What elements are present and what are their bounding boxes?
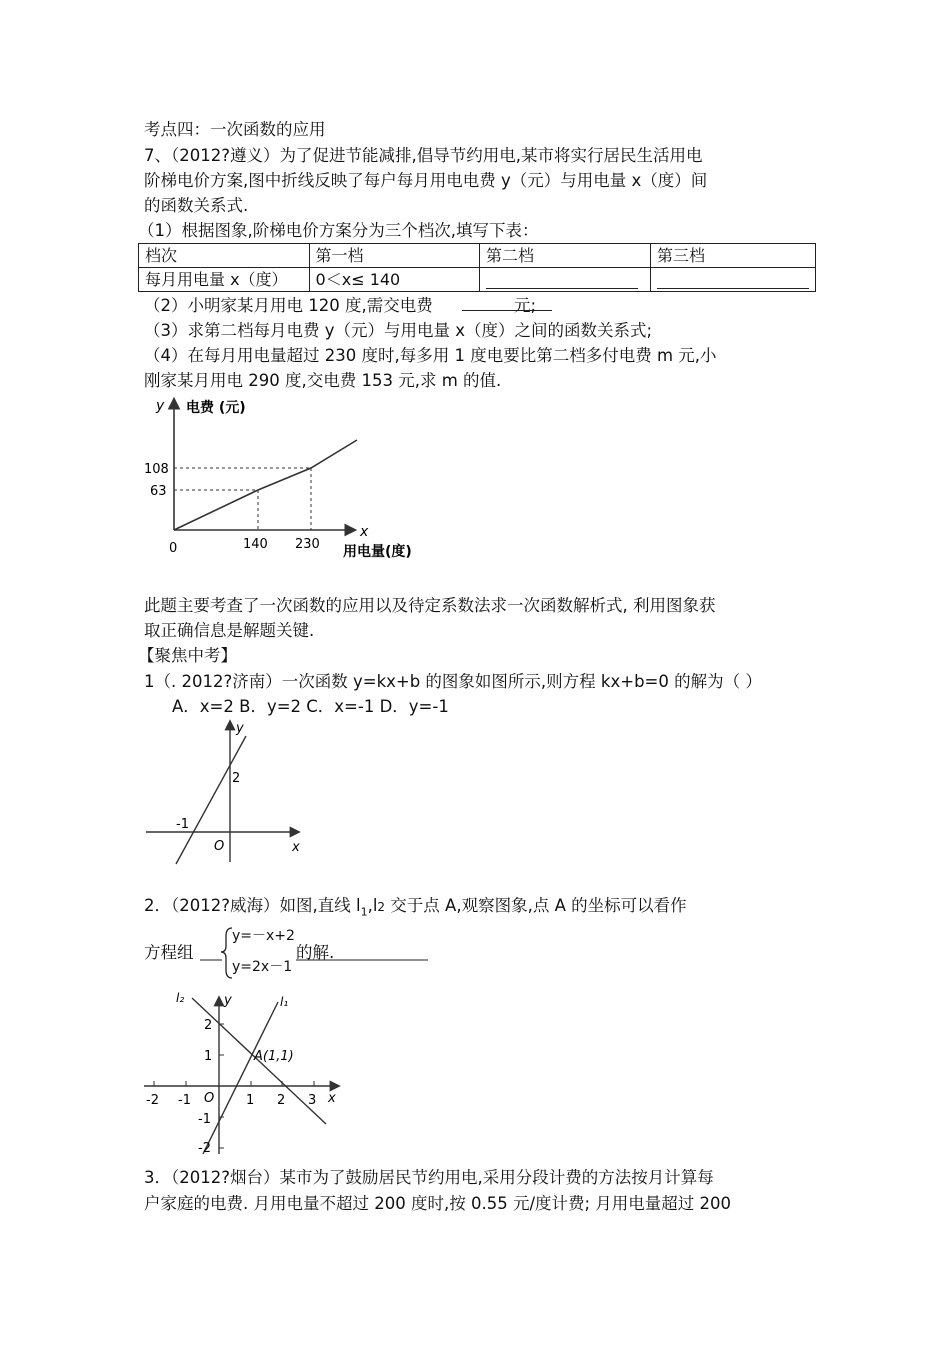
- table-header-cell: 档次: [139, 244, 310, 268]
- q7-part2: [144, 296, 536, 316]
- table-row: [139, 268, 816, 292]
- y-tick-label: 1: [204, 1049, 213, 1064]
- x-intercept-label: -1: [176, 817, 189, 832]
- table-row-label: 每月用电量 x（度）: [139, 268, 310, 292]
- function-line: [176, 736, 246, 864]
- q2-line1: [144, 896, 687, 922]
- q7-line3: 的函数关系式.: [144, 196, 249, 215]
- q3-line1: 3．（2012?烟台）某市为了鼓励居民节约用电,采用分段计费的方法按月计算每: [144, 1168, 714, 1187]
- x-tick-label: 140: [243, 537, 268, 552]
- x-tick-label: 1: [246, 1093, 255, 1108]
- x-axis-label: x: [360, 524, 369, 540]
- summary-line2: 取正确信息是解题关键.: [144, 621, 315, 640]
- q7-part4-line2: 刚家某月用电 290 度,交电费 153 元,求 m 的值.: [144, 371, 502, 390]
- y-tick-label: 63: [150, 484, 167, 499]
- table-cell-first: 0＜x≤ 140: [309, 268, 479, 292]
- l1-label: l₁: [280, 995, 289, 1009]
- table-cell-third[interactable]: [651, 268, 816, 292]
- table-header-row: [139, 244, 816, 268]
- subscript: 2: [377, 900, 386, 914]
- x-tick-label: -1: [178, 1093, 191, 1108]
- y-tick-label: 108: [144, 462, 169, 477]
- grade-table: [138, 243, 816, 292]
- y-intercept-label: 2: [232, 771, 241, 786]
- origin-label: 0: [169, 541, 178, 556]
- x-axis-title: 用电量(度): [343, 544, 412, 560]
- table-cell-second[interactable]: [480, 268, 651, 292]
- y-tick-label: -1: [198, 1112, 211, 1127]
- y-axis-label: y: [236, 721, 244, 736]
- table-header-cell: 第二档: [480, 244, 651, 268]
- q2-text: ,l: [367, 896, 378, 915]
- line-l1: [203, 1002, 278, 1154]
- answer-blank[interactable]: [486, 272, 638, 289]
- answer-blank[interactable]: [462, 296, 552, 311]
- y-tick-label: 2: [204, 1018, 213, 1033]
- two-lines-graph: [140, 990, 350, 1160]
- l2-label: l₂: [176, 991, 185, 1005]
- focus-title: 【聚焦中考】: [138, 646, 237, 665]
- subscript: 1: [360, 905, 368, 919]
- q7-part4-line1: （4）在每月用电量超过 230 度时,每多用 1 度电要比第二档多付电费 m 元,小: [144, 346, 717, 365]
- origin-label: O: [204, 1091, 215, 1106]
- x-tick-label: -2: [146, 1093, 159, 1108]
- equation-2: y=2x－1: [232, 959, 293, 975]
- y-axis-label: y: [224, 993, 232, 1008]
- x-tick-label: 3: [308, 1093, 317, 1108]
- electricity-fee-graph: [140, 390, 440, 570]
- q2-text: 交于点 A,观察图象,点 A 的坐标可以看作: [385, 896, 687, 915]
- table-header-cell: 第一档: [309, 244, 479, 268]
- x-axis-label: x: [292, 840, 300, 855]
- x-axis-label: x: [328, 1091, 336, 1106]
- origin-label: O: [214, 839, 225, 854]
- q2-line2-suffix: 的解.: [296, 943, 335, 962]
- section-title: 考点四：一次函数的应用: [144, 120, 326, 139]
- y-tick-label: -2: [198, 1141, 211, 1156]
- fee-polyline: [174, 440, 357, 530]
- intersection-label: A(1,1): [254, 1049, 294, 1064]
- q7-part2-unit: 元;: [513, 296, 537, 315]
- y-axis-title: 电费 (元): [186, 400, 246, 416]
- equation-1: y=－x+2: [232, 928, 295, 944]
- equation-system: [200, 924, 430, 980]
- x-tick-label: 2: [277, 1093, 286, 1108]
- q7-line2: 阶梯电价方案,图中折线反映了每户每月用电电费 y（元）与用电量 x（度）间: [144, 171, 708, 190]
- q7-line4: （1）根据图象,阶梯电价方案分为三个档次,填写下表：: [138, 221, 539, 240]
- answer-blank[interactable]: [657, 272, 809, 289]
- x-tick-label: 230: [295, 537, 320, 552]
- linear-function-graph: [140, 716, 310, 871]
- table-header-cell: 第三档: [651, 244, 816, 268]
- y-axis-label: y: [156, 398, 165, 414]
- q7-part3: （3）求第二档每月电费 y（元）与用电量 x（度）之间的函数关系式;: [144, 321, 653, 340]
- left-brace: [221, 928, 232, 978]
- q2-text: 2．（2012?威海）如图,直线 l: [144, 896, 361, 915]
- summary-line1: 此题主要考查了一次函数的应用以及待定系数法求一次函数解析式, 利用图象获: [144, 596, 716, 615]
- q7-part2-text: （2）小明家某月用电 120 度,需交电费: [144, 296, 433, 315]
- q2-line2-prefix: 方程组: [144, 943, 194, 962]
- q1-options: A．x=2 B．y=2 C．x=-1 D．y=-1: [172, 697, 449, 716]
- q7-line1: 7、（2012?遵义）为了促进节能减排,倡导节约用电,某市将实行居民生活用电: [144, 146, 703, 165]
- q1-stem: 1（. 2012?济南）一次函数 y=kx+b 的图象如图所示,则方程 kx+b=0 的解为（ ）: [144, 672, 762, 691]
- q3-line2: 户家庭的电费. 月用电量不超过 200 度时,按 0.55 元/度计费; 月用电量超过 200: [144, 1194, 732, 1213]
